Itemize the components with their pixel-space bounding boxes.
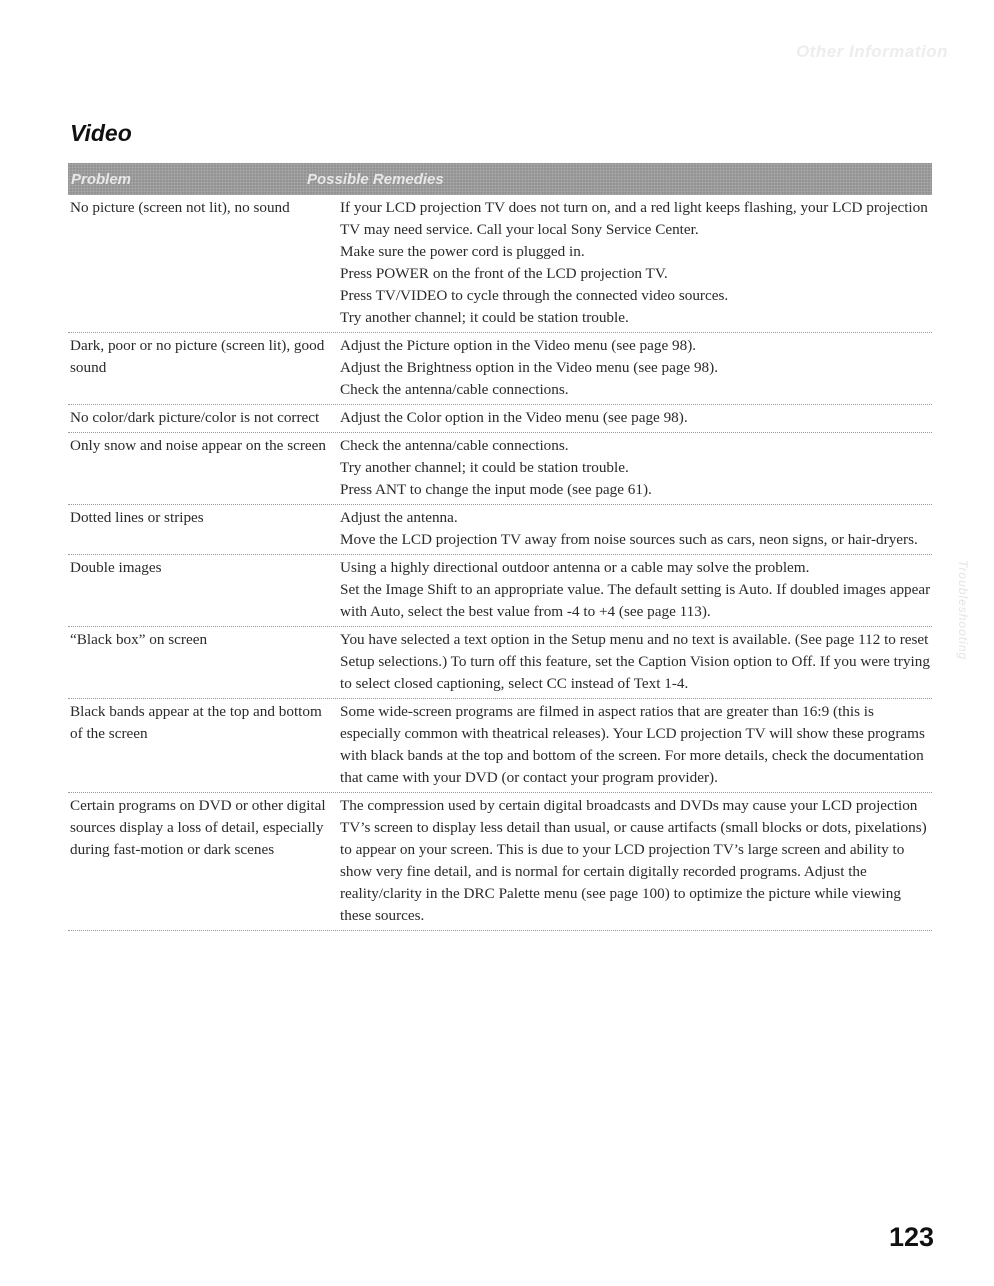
problem-cell: Black bands appear at the top and bottom of the screen bbox=[70, 703, 322, 742]
table-row bbox=[68, 433, 932, 505]
table-body bbox=[68, 195, 932, 931]
column-header-problem: Problem bbox=[71, 170, 132, 188]
remedy-item: Adjust the Color option in the Video menu (see page 98). bbox=[340, 409, 688, 426]
table-row bbox=[68, 699, 932, 793]
table-row bbox=[68, 555, 932, 627]
remedy-item: Some wide-screen programs are filmed in aspect ratios that are greater than 16:9 (this is especially common with theatrical releases). Your LCD projection TV will show these programs with black bands at the top and bottom of the screen. For more details, check the documentation that came with your DVD (or contact your program provider). bbox=[340, 703, 925, 786]
remedies-cell bbox=[340, 557, 932, 623]
remedies-cell bbox=[340, 435, 932, 501]
problem-cell: Certain programs on DVD or other digital sources display a loss of detail, especially during fast-motion or dark scenes bbox=[70, 797, 326, 858]
table-row bbox=[68, 793, 932, 931]
table-row bbox=[68, 405, 932, 433]
table-row bbox=[68, 195, 932, 333]
table-row bbox=[68, 505, 932, 555]
remedy-item: Adjust the Picture option in the Video menu (see page 98). bbox=[340, 337, 697, 354]
remedy-item: Press ANT to change the input mode (see page 61). bbox=[340, 481, 652, 498]
remedy-item: Adjust the Brightness option in the Video menu (see page 98). bbox=[340, 359, 719, 376]
remedy-item: Adjust the antenna. bbox=[340, 509, 458, 526]
remedy-item: Make sure the power cord is plugged in. bbox=[340, 243, 585, 260]
remedies-cell bbox=[340, 795, 932, 927]
table-header bbox=[68, 163, 932, 195]
side-tab: Troubleshooting bbox=[956, 560, 970, 661]
remedies-cell bbox=[340, 701, 932, 789]
remedies-cell bbox=[340, 629, 932, 695]
remedies-cell bbox=[340, 335, 932, 401]
remedy-item: You have selected a text option in the Setup menu and no text is available. (See page 112 to reset Setup selections.) To turn off this feature, set the Caption Vision option to Off. If you were trying to select closed captioning, select CC instead of Text 1-4. bbox=[340, 631, 930, 692]
remedies-cell bbox=[340, 507, 932, 551]
problem-cell: No picture (screen not lit), no sound bbox=[70, 199, 290, 216]
table-row bbox=[68, 627, 932, 699]
problem-cell: No color/dark picture/color is not correct bbox=[70, 409, 320, 426]
problem-cell: Double images bbox=[70, 559, 162, 576]
remedy-item: Press TV/VIDEO to cycle through the connected video sources. bbox=[340, 287, 729, 304]
remedy-item: Move the LCD projection TV away from noise sources such as cars, neon signs, or hair-dryers. bbox=[340, 531, 918, 548]
running-header: Other Information bbox=[795, 42, 948, 61]
remedy-item: If your LCD projection TV does not turn on, and a red light keeps flashing, your LCD projection TV may need service. Call your local Sony Service Center. bbox=[340, 199, 928, 238]
problem-cell: Only snow and noise appear on the screen bbox=[70, 437, 326, 454]
remedy-item: Check the antenna/cable connections. bbox=[340, 381, 569, 398]
problem-cell: Dark, poor or no picture (screen lit), good sound bbox=[70, 337, 325, 376]
remedy-item: Press POWER on the front of the LCD projection TV. bbox=[340, 265, 668, 282]
problem-cell: “Black box” on screen bbox=[70, 631, 208, 648]
column-header-remedies: Possible Remedies bbox=[307, 170, 444, 188]
remedy-item: Check the antenna/cable connections. bbox=[340, 437, 569, 454]
remedy-item: The compression used by certain digital broadcasts and DVDs may cause your LCD projection TV’s screen to display less detail than usual, or cause artifacts (small blocks or dots, pixelations) to appear on your screen. This is due to your LCD projection TV’s large screen and ability to show very fine detail, and is normal for certain digitally recorded programs. Adjust the reality/clarity in the DRC Palette menu (see page 100) to optimize the picture while viewing these sources. bbox=[340, 797, 927, 924]
page-number: 123 bbox=[888, 1222, 934, 1252]
remedies-cell bbox=[340, 407, 932, 429]
remedy-item: Using a highly directional outdoor antenna or a cable may solve the problem. bbox=[340, 559, 810, 576]
remedy-item: Try another channel; it could be station trouble. bbox=[340, 309, 629, 326]
remedy-item: Set the Image Shift to an appropriate value. The default setting is Auto. If doubled images appear with Auto, select the best value from -4 to +4 (see page 113). bbox=[340, 581, 931, 620]
remedies-cell bbox=[340, 197, 932, 329]
troubleshooting-table bbox=[68, 163, 932, 931]
problem-cell: Dotted lines or stripes bbox=[70, 509, 204, 526]
remedy-item: Try another channel; it could be station trouble. bbox=[340, 459, 629, 476]
section-title: Video bbox=[70, 120, 132, 146]
table-row bbox=[68, 333, 932, 405]
